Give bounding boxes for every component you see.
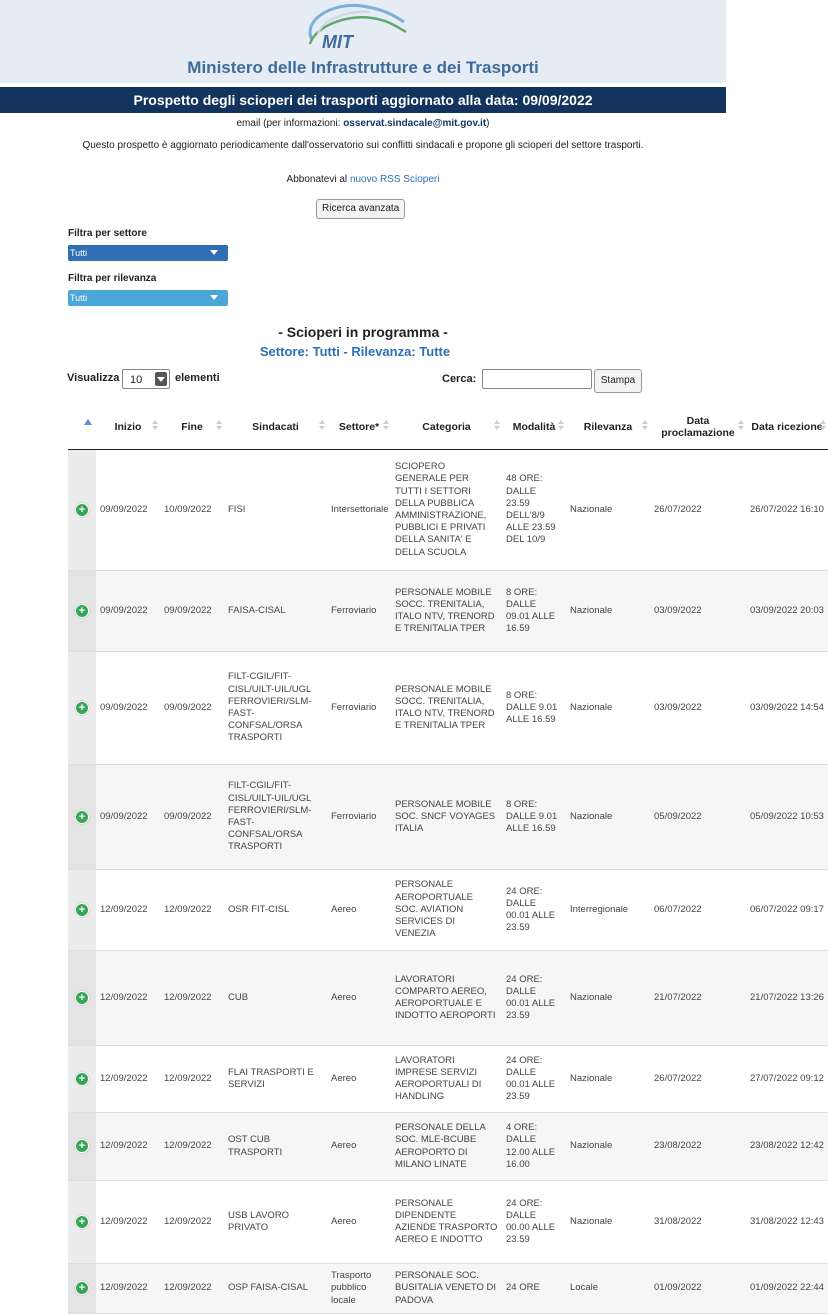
cell-proclamazione: 01/09/2022 — [650, 1264, 746, 1314]
cell-settore: Aereo — [327, 1046, 391, 1113]
cell-inizio: 12/09/2022 — [96, 870, 160, 951]
email-info: email (per informazioni: osservat.sindacale@mit.gov.it) — [236, 118, 490, 129]
cell-inizio: 09/09/2022 — [96, 571, 160, 652]
cell-categoria: SCIOPERO GENERALE PER TUTTI I SETTORI DELLA PUBBLICA AMMINISTRAZIONE, PUBBLICI E PRIVATI DELLA SANITA' E DELLA SCUOLA — [391, 450, 502, 571]
sector-filter-label: Filtra per settore — [68, 228, 147, 239]
table-row[interactable] — [68, 765, 828, 870]
cell-rilevanza: Nazionale — [566, 765, 650, 870]
cell-categoria: LAVORATORI IMPRESE SERVIZI AEROPORTUALI DI HANDLING — [391, 1046, 502, 1113]
cell-fine: 12/09/2022 — [160, 870, 224, 951]
cell-inizio: 12/09/2022 — [96, 1046, 160, 1113]
cell-proclamazione: 05/09/2022 — [650, 765, 746, 870]
table-row[interactable] — [68, 870, 828, 951]
mit-logo — [292, 0, 410, 52]
column-header[interactable]: Categoria — [391, 405, 502, 450]
strikes-table — [68, 405, 828, 1314]
cell-sindacati: FILT-CGIL/FIT-CISL/UILT-UIL/UGL FERROVIERI/SLM-FAST-CONFSAL/ORSA TRASPORTI — [224, 765, 327, 870]
cell-settore: Ferroviario — [327, 571, 391, 652]
relevance-filter-label: Filtra per rilevanza — [68, 273, 157, 284]
cell-fine: 09/09/2022 — [160, 765, 224, 870]
cell-modalita: 24 ORE: DALLE 00.01 ALLE 23.59 — [502, 951, 566, 1046]
cell-sindacati: OSP FAISA-CISAL — [224, 1264, 327, 1314]
cell-modalita: 8 ORE: DALLE 9.01 ALLE 16.59 — [502, 652, 566, 765]
cell-settore: Trasporto pubblico locale — [327, 1264, 391, 1314]
cell-rilevanza: Locale — [566, 1264, 650, 1314]
cell-settore: Aereo — [327, 951, 391, 1046]
cell-ricezione: 06/07/2022 09:17 — [746, 870, 828, 951]
expand-row-icon[interactable]: + — [75, 701, 89, 715]
cell-rilevanza: Nazionale — [566, 652, 650, 765]
cell-sindacati: OST CUB TRASPORTI — [224, 1113, 327, 1181]
cell-inizio: 12/09/2022 — [96, 1113, 160, 1181]
cell-ricezione: 31/08/2022 12:43 — [746, 1181, 828, 1264]
cell-categoria: PERSONALE MOBILE SOCC. TRENITALIA, ITALO NTV, TRENORD E TRENITALIA TPER — [391, 571, 502, 652]
cell-proclamazione: 26/07/2022 — [650, 1046, 746, 1113]
sector-filter-select[interactable]: Tutti — [68, 245, 228, 261]
cell-sindacati: FILT-CGIL/FIT-CISL/UILT-UIL/UGL FERROVIERI/SLM-FAST-CONFSAL/ORSA TRASPORTI — [224, 652, 327, 765]
cell-settore: Intersettoriale — [327, 450, 391, 571]
show-label: Visualizza — [67, 372, 120, 384]
cell-settore: Ferroviario — [327, 652, 391, 765]
cell-inizio: 09/09/2022 — [96, 450, 160, 571]
cell-ricezione: 01/09/2022 22:44 — [746, 1264, 828, 1314]
page-title: Prospetto degli scioperi dei trasporti aggiornato alla data: 09/09/2022 — [0, 87, 726, 113]
section-title: - Scioperi in programma - — [278, 324, 448, 340]
sort-icon — [152, 420, 158, 432]
table-row[interactable] — [68, 1046, 828, 1113]
expand-row-icon[interactable]: + — [75, 903, 89, 917]
cell-rilevanza: Nazionale — [566, 450, 650, 571]
expand-row-icon[interactable]: + — [75, 1072, 89, 1086]
cell-categoria: PERSONALE DIPENDENTE AZIENDE TRASPORTO AEREO E INDOTTO — [391, 1181, 502, 1264]
search-label: Cerca: — [442, 373, 477, 385]
expand-row-icon[interactable]: + — [75, 1215, 89, 1229]
table-row[interactable] — [68, 450, 828, 571]
expand-row-icon[interactable]: + — [75, 1281, 89, 1295]
relevance-filter-select[interactable]: Tutti — [68, 290, 228, 306]
rss-link[interactable]: nuovo RSS Scioperi — [349, 174, 440, 185]
print-button[interactable]: Stampa — [594, 369, 642, 393]
column-header[interactable]: Sindacati — [224, 405, 327, 450]
sort-ascending-icon — [84, 419, 92, 425]
table-row[interactable] — [68, 1181, 828, 1264]
cell-proclamazione: 06/07/2022 — [650, 870, 746, 951]
cell-categoria: LAVORATORI COMPARTO AEREO, AEROPORTUALE E INDOTTO AEROPORTI — [391, 951, 502, 1046]
expand-row-icon[interactable]: + — [75, 1139, 89, 1153]
cell-fine: 09/09/2022 — [160, 652, 224, 765]
cell-ricezione: 21/07/2022 13:26 — [746, 951, 828, 1046]
cell-ricezione: 23/08/2022 12:42 — [746, 1113, 828, 1181]
cell-modalita: 24 ORE — [502, 1264, 566, 1314]
cell-fine: 09/09/2022 — [160, 571, 224, 652]
table-row[interactable] — [68, 1264, 828, 1314]
cell-sindacati: FISI — [224, 450, 327, 571]
expand-row-icon[interactable]: + — [75, 810, 89, 824]
cell-fine: 12/09/2022 — [160, 1046, 224, 1113]
cell-sindacati: FLAI TRASPORTI E SERVIZI — [224, 1046, 327, 1113]
expand-row-icon[interactable]: + — [75, 991, 89, 1005]
cell-ricezione: 27/07/2022 09:12 — [746, 1046, 828, 1113]
cell-rilevanza: Nazionale — [566, 951, 650, 1046]
description: Questo prospetto è aggiornato periodicamente dall'osservatorio sui conflitti sindacali e propone gli scioperi del settore trasporti. — [82, 140, 644, 151]
cell-sindacati: USB LAVORO PRIVATO — [224, 1181, 327, 1264]
sort-icon — [319, 420, 325, 432]
section-subtitle: Settore: Tutti - Rilevanza: Tutte — [259, 344, 451, 359]
sort-icon — [820, 420, 826, 432]
cell-categoria: PERSONALE MOBILE SOCC. TRENITALIA, ITALO NTV, TRENORD E TRENITALIA TPER — [391, 652, 502, 765]
cell-modalita: 8 ORE: DALLE 9.01 ALLE 16.59 — [502, 765, 566, 870]
cell-settore: Aereo — [327, 1113, 391, 1181]
cell-proclamazione: 21/07/2022 — [650, 951, 746, 1046]
cell-rilevanza: Interregionale — [566, 870, 650, 951]
cell-proclamazione: 31/08/2022 — [650, 1181, 746, 1264]
sort-icon — [738, 420, 744, 432]
cell-ricezione: 03/09/2022 20:03 — [746, 571, 828, 652]
cell-sindacati: OSR FIT-CISL — [224, 870, 327, 951]
column-header[interactable]: Inizio — [96, 405, 160, 450]
cell-proclamazione: 03/09/2022 — [650, 571, 746, 652]
cell-rilevanza: Nazionale — [566, 1113, 650, 1181]
sort-icon — [494, 420, 500, 432]
table-row[interactable] — [68, 1113, 828, 1181]
expand-row-icon[interactable]: + — [75, 604, 89, 618]
cell-categoria: PERSONALE MOBILE SOC. SNCF VOYAGES ITALIA — [391, 765, 502, 870]
cell-sindacati: FAISA-CISAL — [224, 571, 327, 652]
cell-proclamazione: 26/07/2022 — [650, 450, 746, 571]
table-row[interactable] — [68, 951, 828, 1046]
cell-ricezione: 05/09/2022 10:53 — [746, 765, 828, 870]
rss-line: Abbonatevi al nuovo RSS Scioperi — [286, 174, 440, 185]
cell-fine: 12/09/2022 — [160, 1181, 224, 1264]
chevron-down-icon — [155, 372, 167, 386]
sort-icon — [558, 420, 564, 432]
chevron-down-icon — [210, 295, 218, 300]
column-header[interactable] — [68, 405, 96, 450]
cell-ricezione: 03/09/2022 14:54 — [746, 652, 828, 765]
cell-inizio: 09/09/2022 — [96, 765, 160, 870]
cell-proclamazione: 03/09/2022 — [650, 652, 746, 765]
cell-fine: 10/09/2022 — [160, 450, 224, 571]
advanced-search-button[interactable]: Ricerca avanzata — [316, 199, 405, 219]
cell-modalita: 48 ORE: DALLE 23.59 DELL'8/9 ALLE 23.59 DEL 10/9 — [502, 450, 566, 571]
cell-rilevanza: Nazionale — [566, 1181, 650, 1264]
expand-row-icon[interactable]: + — [75, 503, 89, 517]
cell-inizio: 12/09/2022 — [96, 1181, 160, 1264]
column-header[interactable]: Data proclamazione — [650, 405, 746, 450]
cell-modalita: 24 ORE: DALLE 00.01 ALLE 23.59 — [502, 870, 566, 951]
cell-rilevanza: Nazionale — [566, 1046, 650, 1113]
cell-ricezione: 26/07/2022 16:10 — [746, 450, 828, 571]
cell-sindacati: CUB — [224, 951, 327, 1046]
svg-text:MIT: MIT — [322, 32, 353, 52]
cell-rilevanza: Nazionale — [566, 571, 650, 652]
chevron-down-icon — [210, 250, 218, 255]
cell-categoria: PERSONALE SOC. BUSITALIA VENETO DI PADOVA — [391, 1264, 502, 1314]
column-header[interactable]: Data ricezione — [746, 405, 828, 450]
ministry-name: Ministero delle Infrastrutture e dei Trasporti — [187, 58, 539, 77]
search-input[interactable] — [482, 369, 592, 389]
show-suffix: elementi — [175, 372, 220, 384]
cell-categoria: PERSONALE DELLA SOC. MLE-BCUBE AEROPORTO DI MILANO LINATE — [391, 1113, 502, 1181]
column-header[interactable]: Fine — [160, 405, 224, 450]
page-size-select[interactable]: 10 — [122, 369, 170, 389]
sort-icon — [642, 420, 648, 432]
column-header[interactable]: Rilevanza — [566, 405, 650, 450]
cell-categoria: PERSONALE AEROPORTUALE SOC. AVIATION SERVICES DI VENEZIA — [391, 870, 502, 951]
cell-modalita: 4 ORE: DALLE 12.00 ALLE 16.00 — [502, 1113, 566, 1181]
cell-modalita: 24 ORE: DALLE 00.00 ALLE 23.59 — [502, 1181, 566, 1264]
cell-inizio: 12/09/2022 — [96, 951, 160, 1046]
cell-modalita: 8 ORE: DALLE 09.01 ALLE 16.59 — [502, 571, 566, 652]
cell-settore: Aereo — [327, 1181, 391, 1264]
column-header[interactable]: Modalità — [502, 405, 566, 450]
cell-settore: Ferroviario — [327, 765, 391, 870]
cell-proclamazione: 23/08/2022 — [650, 1113, 746, 1181]
cell-inizio: 12/09/2022 — [96, 1264, 160, 1314]
cell-fine: 12/09/2022 — [160, 1113, 224, 1181]
table-row[interactable] — [68, 571, 828, 652]
table-row[interactable] — [68, 652, 828, 765]
cell-modalita: 24 ORE: DALLE 00.01 ALLE 23.59 — [502, 1046, 566, 1113]
cell-inizio: 09/09/2022 — [96, 652, 160, 765]
column-header[interactable]: Settore* — [327, 405, 391, 450]
email-link[interactable]: osservat.sindacale@mit.gov.it — [343, 118, 487, 129]
cell-settore: Aereo — [327, 870, 391, 951]
sort-icon — [383, 420, 389, 432]
cell-fine: 12/09/2022 — [160, 951, 224, 1046]
sort-icon — [216, 420, 222, 432]
cell-fine: 12/09/2022 — [160, 1264, 224, 1314]
